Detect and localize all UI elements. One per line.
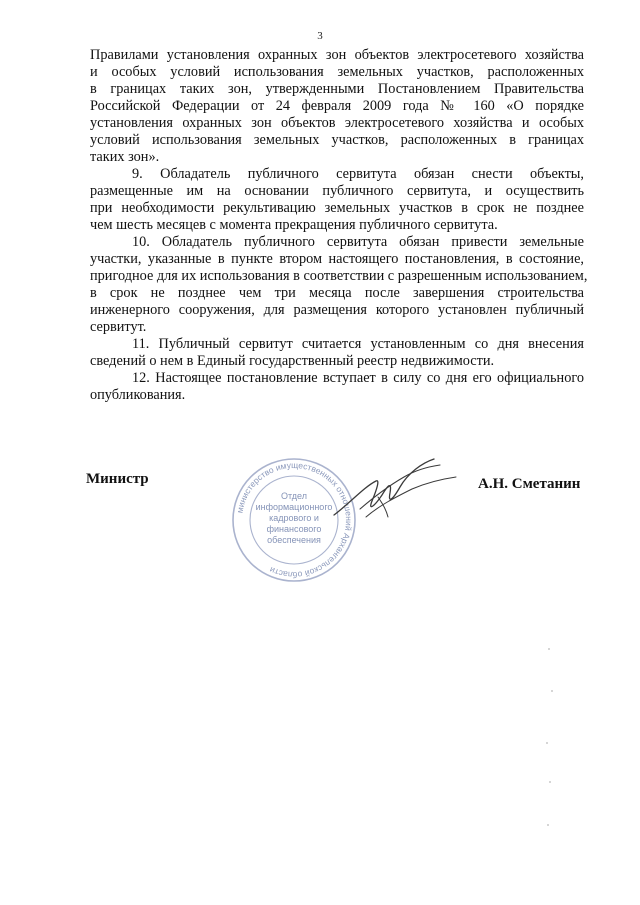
stamp-center-line: финансового (266, 524, 322, 534)
body-line: в границах таких зон, утвержденными Постановлением Правительства (90, 81, 584, 97)
signatory-position: Министр (86, 471, 149, 487)
scan-speck (551, 690, 553, 692)
body-line: 10. Обладатель публичного сервитута обязан привести земельные (132, 234, 584, 250)
page-number: 3 (317, 30, 323, 42)
body-line: условий использования земельных участков, расположенных в границах (90, 132, 584, 148)
body-line: сведений о нем в Единый государственный реестр недвижимости. (90, 353, 495, 369)
body-line: 11. Публичный сервитут считается установленным со дня внесения (132, 336, 584, 352)
stamp-ring-text: министерство имущественных отношений Архангельской области (234, 459, 355, 581)
stamp-center-line: кадрового и (269, 513, 319, 523)
body-line: 12. Настоящее постановление вступает в силу со дня его официального (132, 370, 584, 386)
scan-speck (548, 648, 550, 650)
body-line: и особых условий использования земельных участков, расположенных (90, 64, 584, 80)
body-line: Правилами установления охранных зон объектов электросетевого хозяйства (90, 47, 584, 63)
body-line: опубликования. (90, 387, 186, 403)
body-line: при необходимости рекультивацию земельных участков в срок не позднее (90, 200, 584, 216)
body-line: чем шесть месяцев с момента прекращения публичного сервитута. (90, 217, 498, 233)
body-line: сервитут. (90, 319, 147, 335)
scan-speck (549, 781, 551, 783)
stamp-center-line: информационного (255, 502, 333, 512)
stamp-center-line: обеспечения (267, 535, 321, 545)
stamp-center-line: Отдел (280, 491, 308, 501)
body-line: таких зон». (90, 149, 160, 165)
signatory-name: А.Н. Сметанин (478, 476, 581, 492)
document-body (90, 47, 588, 404)
body-line: установления охранных зон объектов электросетевого хозяйства и особых (90, 115, 584, 131)
body-line: пригодное для их использования в соответствии с разрешенным использованием, (90, 268, 588, 284)
body-line: размещенные им на основании публичного сервитута, и осуществить (90, 183, 584, 199)
body-line: в срок не позднее чем три месяца после завершения строительства (90, 285, 584, 301)
handwritten-signature (330, 457, 470, 527)
body-line: 9. Обладатель публичного сервитута обязан снести объекты, (132, 166, 584, 182)
body-line: участки, указанные в пункте втором настоящего постановления, в состояние, (90, 251, 584, 267)
body-line: инженерного сооружения, для размещения которого установлен публичный (90, 302, 584, 318)
scan-speck (547, 824, 549, 826)
body-line: Российской Федерации от 24 февраля 2009 года № 160 «О порядке (90, 98, 584, 114)
scan-speck (546, 742, 548, 744)
signature-block (0, 455, 640, 581)
